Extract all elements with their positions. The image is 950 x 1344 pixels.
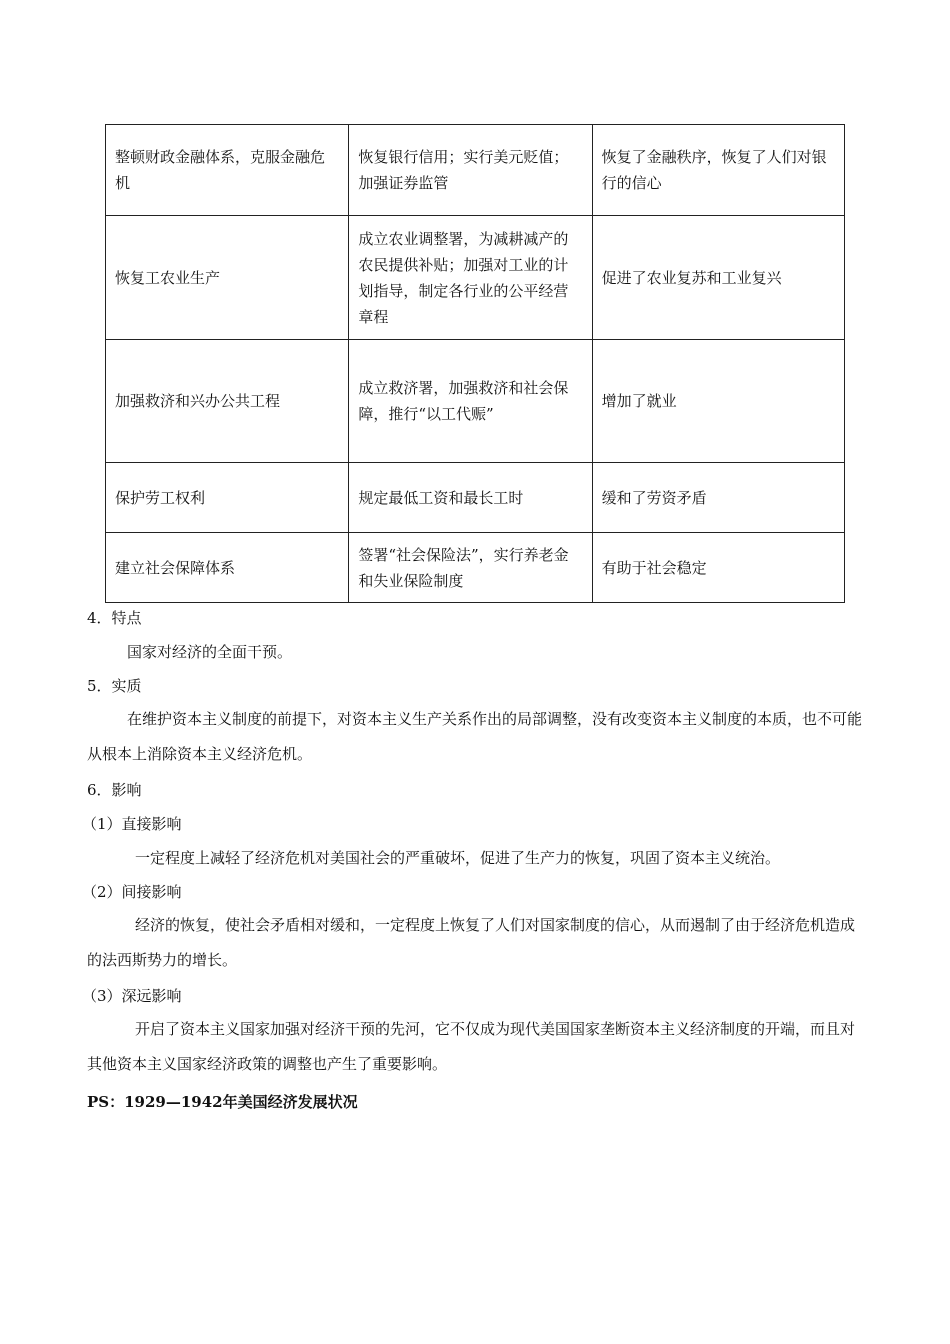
table-cell-measures: 成立救济署，加强救济和社会保障，推行“以工代赈” xyxy=(349,340,592,463)
table-cell-aim: 保护劳工权利 xyxy=(106,463,349,533)
table-cell-measures: 成立农业调整署，为减耕减产的农民提供补贴；加强对工业的计划指导，制定各行业的公平经营章程 xyxy=(349,216,592,340)
table-cell-effect: 缓和了劳资矛盾 xyxy=(592,463,844,533)
features-text: 国家对经济的全面干预。 xyxy=(127,643,293,661)
subheading-longterm-impact: （3）深远影响 xyxy=(82,987,182,1005)
table-cell-measures: 规定最低工资和最长工时 xyxy=(349,463,592,533)
table-cell-aim: 建立社会保障体系 xyxy=(106,533,349,603)
section-heading-features: 4．特点 xyxy=(87,609,142,627)
table-row xyxy=(106,125,845,216)
table-row xyxy=(106,216,845,340)
subheading-indirect-impact: （2）间接影响 xyxy=(82,883,182,901)
table-cell-measures: 恢复银行信用；实行美元贬值；加强证券监管 xyxy=(349,125,592,216)
table-cell-aim: 恢复工农业生产 xyxy=(106,216,349,340)
section-heading-impact: 6．影响 xyxy=(87,781,142,799)
table-row xyxy=(106,463,845,533)
indirect-impact-text: 经济的恢复，使社会矛盾相对缓和，一定程度上恢复了人们对国家制度的信心，从而遏制了由于经济危机造成的法西斯势力的增长。 xyxy=(87,916,856,969)
section-heading-essence: 5．实质 xyxy=(87,677,142,695)
subheading-direct-impact: （1）直接影响 xyxy=(82,815,182,833)
table-cell-aim: 加强救济和兴办公共工程 xyxy=(106,340,349,463)
table-cell-effect: 促进了农业复苏和工业复兴 xyxy=(592,216,844,340)
table-cell-measures: 签署“社会保险法”，实行养老金和失业保险制度 xyxy=(349,533,592,603)
longterm-impact-text: 开启了资本主义国家加强对经济干预的先河，它不仅成为现代美国国家垄断资本主义经济制度的开端，而且对其他资本主义国家经济政策的调整也产生了重要影响。 xyxy=(87,1020,856,1073)
table-cell-aim: 整顿财政金融体系，克服金融危机 xyxy=(106,125,349,216)
ps-note: PS：1929—1942年美国经济发展状况 xyxy=(87,1093,358,1111)
direct-impact-text: 一定程度上减轻了经济危机对美国社会的严重破坏，促进了生产力的恢复，巩固了资本主义统治。 xyxy=(135,849,781,867)
table-cell-effect: 恢复了金融秩序，恢复了人们对银行的信心 xyxy=(592,125,844,216)
table-row xyxy=(106,533,845,603)
new-deal-measures-table xyxy=(105,124,845,603)
table-row xyxy=(106,340,845,463)
essence-text: 在维护资本主义制度的前提下，对资本主义生产关系作出的局部调整，没有改变资本主义制度的本质，也不可能从根本上消除资本主义经济危机。 xyxy=(87,710,863,763)
table-cell-effect: 有助于社会稳定 xyxy=(592,533,844,603)
table-cell-effect: 增加了就业 xyxy=(592,340,844,463)
